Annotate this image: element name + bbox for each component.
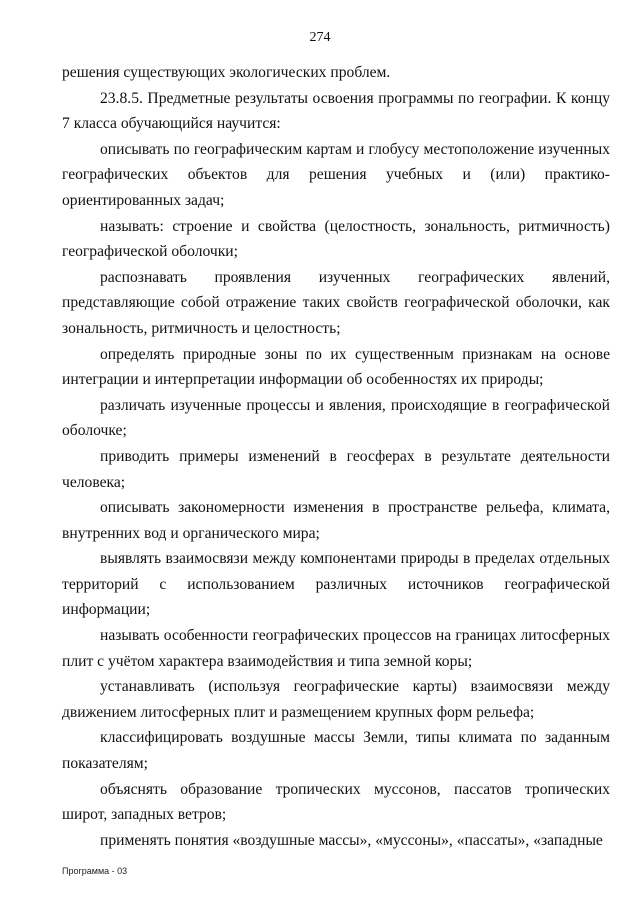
paragraph-5: определять природные зоны по их существенным признакам на основе интеграции и интерпретации информации об особенностях их природы; bbox=[62, 345, 610, 389]
paragraph-0: решения существующих экологических проблем. bbox=[62, 64, 391, 81]
paragraph-9: выявлять взаимосвязи между компонентами природы в пределах отдельных территорий с использованием различных источников географической информации; bbox=[62, 550, 610, 619]
paragraph-3: называть: строение и свойства (целостность, зональность, ритмичность) географической оболочки; bbox=[62, 217, 610, 261]
paragraph-6: различать изученные процессы и явления, происходящие в географической оболочке; bbox=[62, 396, 610, 440]
paragraph-14: применять понятия «воздушные массы», «муссоны», «пассаты», «западные bbox=[100, 831, 603, 849]
paragraph-4: распознавать проявления изученных географических явлений, представляющие собой отражение таких свойств географической оболочки, как зональность, ритмичность и целостность; bbox=[62, 268, 610, 337]
paragraph-13: объяснять образование тропических муссонов, пассатов тропических широт, западных ветров; bbox=[62, 780, 610, 824]
footer-label: Программа - 03 bbox=[62, 866, 128, 876]
page-number: 274 bbox=[309, 30, 331, 45]
paragraph-7: приводить примеры изменений в геосферах в результате деятельности человека; bbox=[62, 447, 610, 491]
document-body bbox=[62, 60, 610, 853]
paragraph-1: 23.8.5. Предметные результаты освоения программы по географии. К концу 7 класса обучающийся научится: bbox=[62, 89, 610, 133]
paragraph-12: классифицировать воздушные массы Земли, типы климата по заданным показателям; bbox=[62, 729, 610, 773]
paragraph-8: описывать закономерности изменения в пространстве рельефа, климата, внутренних вод и органического мира; bbox=[62, 499, 610, 542]
paragraph-10: называть особенности географических процессов на границах литосферных плит с учётом характера взаимодействия и типа земной коры; bbox=[62, 627, 610, 670]
paragraph-11: устанавливать (используя географические карты) взаимосвязи между движением литосферных плит и размещением крупных форм рельефа; bbox=[62, 678, 610, 721]
paragraph-2: описывать по географическим картам и глобусу местоположение изученных географических объектов для решения учебных и (или) практико-ориентированных задач; bbox=[62, 140, 610, 209]
